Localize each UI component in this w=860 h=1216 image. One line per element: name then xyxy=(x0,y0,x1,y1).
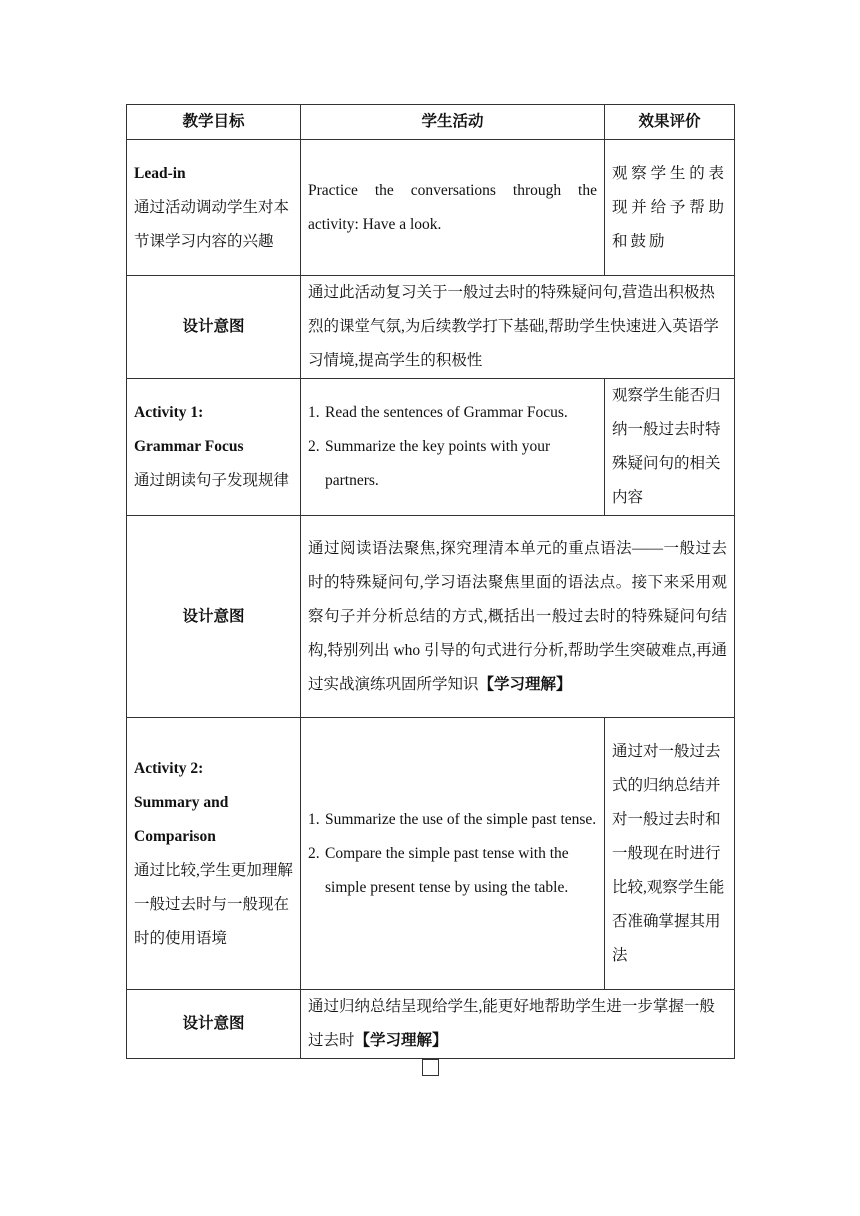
intent-row-2 xyxy=(127,516,735,718)
activity1-evaluation: 观察学生能否归纳一般过去时特殊疑问句的相关内容 xyxy=(605,379,735,516)
leadin-goal-cell xyxy=(127,140,301,276)
list-item: 2. Compare the simple past tense with the simple present tense by using the table. xyxy=(308,844,569,896)
header-goal: 教学目标 xyxy=(127,105,301,140)
leadin-activity: Practice the conversations through the activity: Have a look. xyxy=(301,140,605,276)
intent-tag-3: 【学习理解】 xyxy=(354,1032,448,1049)
intent-label-2: 设计意图 xyxy=(127,516,301,718)
intent-row-1 xyxy=(127,276,735,379)
activity1-title-line1: Activity 1: xyxy=(134,404,204,421)
activity2-evaluation: 通过对一般过去式的归纳总结并对一般过去时和一般现在时进行比较,观察学生能否准确掌握其用法 xyxy=(605,718,735,990)
activity2-title-line2: Summary and xyxy=(134,793,229,811)
activity1-goal-cell xyxy=(127,379,301,516)
list-item: 1. Summarize the use of the simple past tense. xyxy=(308,810,597,828)
intent-row-3 xyxy=(127,990,735,1059)
activity2-steps xyxy=(308,803,597,905)
activity2-row xyxy=(127,718,735,990)
activity1-steps xyxy=(308,396,597,498)
header-evaluation: 效果评价 xyxy=(605,105,735,140)
empty-checkbox-square xyxy=(422,1059,439,1076)
activity2-goal-cell xyxy=(127,718,301,990)
activity2-steps-cell xyxy=(301,718,605,990)
activity2-title-line3: Comparison xyxy=(134,827,216,845)
intent-label-1: 设计意图 xyxy=(127,276,301,379)
header-activity: 学生活动 xyxy=(301,105,605,140)
activity1-title-line2: Grammar Focus xyxy=(134,438,244,455)
intent-label-3: 设计意图 xyxy=(127,990,301,1059)
activity2-title-line1: Activity 2: xyxy=(134,759,204,777)
activity1-row xyxy=(127,379,735,516)
lesson-plan-table xyxy=(126,104,735,1059)
activity2-goal: 通过比较,学生更加理解一般过去时与一般现在时的使用语境 xyxy=(134,861,293,947)
intent-text-1: 通过此活动复习关于一般过去时的特殊疑问句,营造出积极热烈的课堂气氛,为后续教学打下基础,帮助学生快速进入英语学习情境,提高学生的积极性 xyxy=(301,276,735,379)
leadin-goal: 通过活动调动学生对本节课学习内容的兴趣 xyxy=(134,198,290,250)
activity1-goal: 通过朗读句子发现规律 xyxy=(134,472,290,489)
header-row xyxy=(127,105,735,140)
intent-tag-2: 【学习理解】 xyxy=(478,675,572,693)
list-item: 1. Read the sentences of Grammar Focus. xyxy=(308,404,568,421)
leadin-evaluation: 观察学生的表现并给予帮助和鼓励 xyxy=(605,140,735,276)
leadin-title: Lead-in xyxy=(134,164,186,182)
intent-text-3: 通过归纳总结呈现给学生,能更好地帮助学生进一步掌握一般过去时【学习理解】 xyxy=(301,990,735,1059)
list-item: 2. Summarize the key points with your partners. xyxy=(308,438,551,489)
activity1-steps-cell xyxy=(301,379,605,516)
intent-text-2: 通过阅读语法聚焦,探究理清本单元的重点语法——一般过去时的特殊疑问句,学习语法聚焦里面的语法点。接下来采用观察句子并分析总结的方式,概括出一般过去时的特殊疑问句结构,特别列出 who 引导的句式进行分析,帮助学生突破难点,再通过实战演练巩固所学知识【学习理解】 xyxy=(301,516,735,718)
leadin-row xyxy=(127,140,735,276)
